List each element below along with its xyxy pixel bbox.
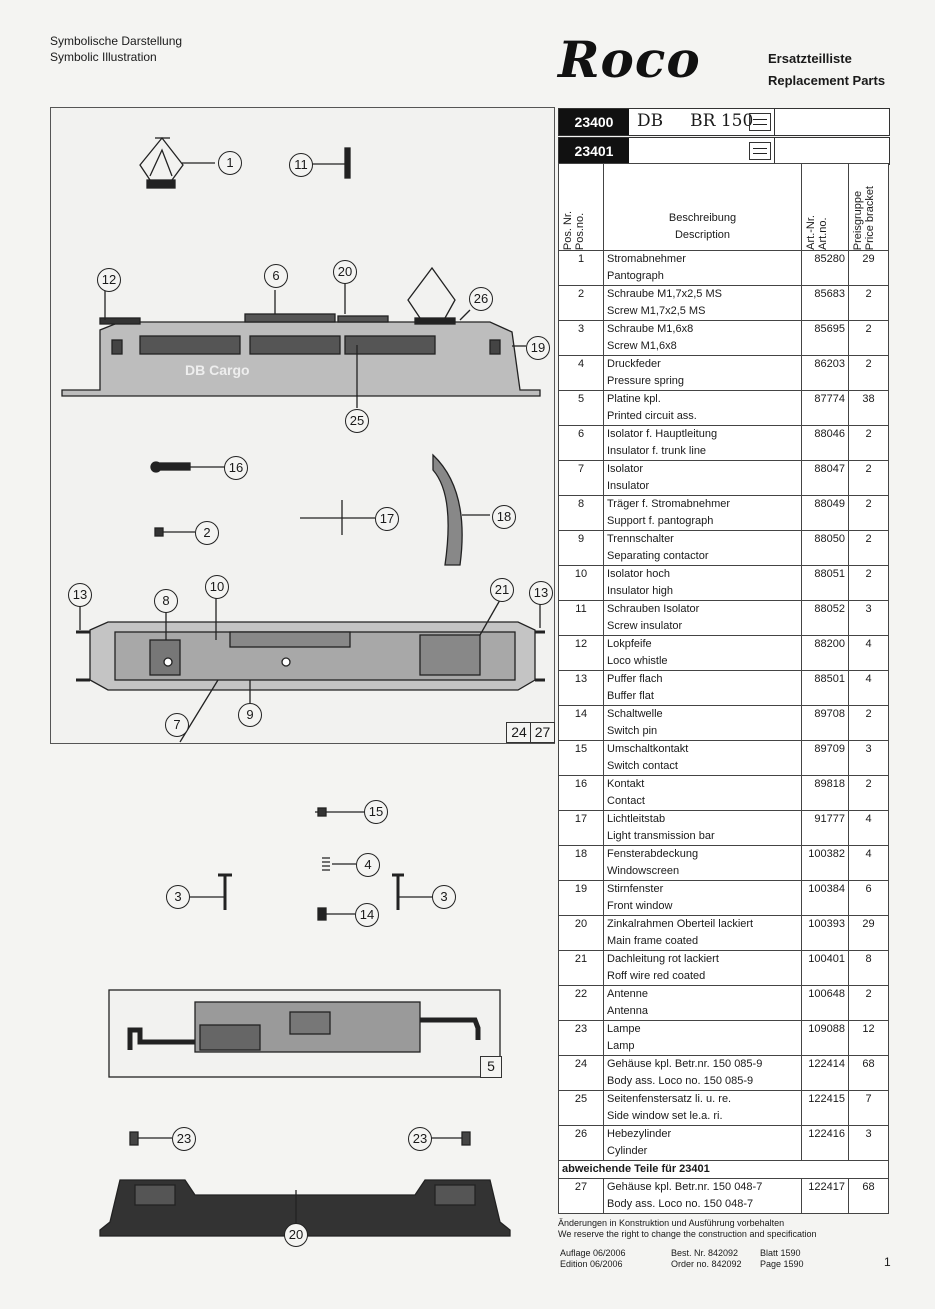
description-de: Stromabnehmer — [607, 253, 686, 265]
cell-price-group: 4 — [849, 846, 889, 881]
cell-art-no: 88047 — [802, 461, 849, 496]
callout-10: 10 — [205, 575, 229, 599]
description-de: Isolator hoch — [607, 568, 670, 580]
description-en: Light transmission bar — [607, 830, 715, 842]
cell-art-no: 100384 — [802, 881, 849, 916]
description-en: Insulator — [607, 480, 650, 492]
cell-pos: 5 — [559, 391, 604, 426]
table-row — [559, 1126, 889, 1161]
cell-art-no: 89818 — [802, 776, 849, 811]
order-number — [671, 1248, 742, 1270]
cell-pos: 6 — [559, 426, 604, 461]
callout-13-right: 13 — [529, 581, 553, 605]
title-de: Ersatzteilliste — [768, 51, 852, 66]
cell-price-group: 2 — [849, 531, 889, 566]
description-en: Screw M1,6x8 — [607, 340, 677, 352]
order-en: Order no. 842092 — [671, 1259, 742, 1269]
cell-pos: 8 — [559, 496, 604, 531]
description-en: Screw insulator — [607, 620, 683, 632]
cell-price-group: 2 — [849, 286, 889, 321]
cell-price-group: 2 — [849, 706, 889, 741]
cell-pos: 13 — [559, 671, 604, 706]
description-de: Schaltwelle — [607, 708, 663, 720]
col-header-pos: Pos. Nr. Pos.no. — [559, 164, 604, 251]
callout-20: 20 — [284, 1223, 308, 1247]
cell-price-group: 68 — [849, 1179, 889, 1214]
sheet-number — [760, 1248, 804, 1270]
edition-de: Auflage 06/2006 — [560, 1248, 626, 1258]
table-header-row — [559, 164, 889, 251]
table-row — [559, 986, 889, 1021]
equals-icon — [749, 113, 771, 131]
callout-7: 7 — [165, 713, 189, 737]
table-row — [559, 356, 889, 391]
cell-price-group: 29 — [849, 916, 889, 951]
cell-price-group: 8 — [849, 951, 889, 986]
callout-2: 2 — [195, 521, 219, 545]
cell-description — [604, 1126, 802, 1161]
description-de: Antenne — [607, 988, 648, 1000]
description-en: Contact — [607, 795, 645, 807]
cell-pos: 26 — [559, 1126, 604, 1161]
callout-3-right: 3 — [432, 885, 456, 909]
description-de: Dachleitung rot lackiert — [607, 953, 719, 965]
table-row — [559, 846, 889, 881]
table-row — [559, 251, 889, 286]
cell-pos: 17 — [559, 811, 604, 846]
callout-15: 15 — [364, 800, 388, 824]
cell-description — [604, 881, 802, 916]
cell-description — [604, 426, 802, 461]
contact-drawing — [151, 462, 225, 472]
cell-description — [604, 776, 802, 811]
cell-description — [604, 741, 802, 776]
description-en: Lamp — [607, 1040, 635, 1052]
switch-contact-drawing — [315, 808, 364, 816]
cell-description — [604, 531, 802, 566]
edition-en: Edition 06/2006 — [560, 1259, 623, 1269]
cell-price-group: 4 — [849, 671, 889, 706]
cell-pos: 18 — [559, 846, 604, 881]
page-number: 1 — [884, 1255, 891, 1269]
callout-23-right: 23 — [408, 1127, 432, 1151]
description-en: Printed circuit ass. — [607, 410, 697, 422]
cell-art-no: 100382 — [802, 846, 849, 881]
cell-description — [604, 811, 802, 846]
callout-22: 21 — [490, 578, 514, 602]
col-header-art: Art.-Nr. Art.no. — [802, 164, 849, 251]
cell-art-no: 100648 — [802, 986, 849, 1021]
cell-art-no: 87774 — [802, 391, 849, 426]
cell-description — [604, 1021, 802, 1056]
description-en: Cylinder — [607, 1145, 648, 1157]
description-de: Seitenfenstersatz li. u. re. — [607, 1093, 732, 1105]
switch-pin-drawing — [318, 908, 355, 920]
cell-art-no: 88050 — [802, 531, 849, 566]
description-de: Isolator f. Hauptleitung — [607, 428, 718, 440]
cell-pos: 9 — [559, 531, 604, 566]
table-row — [559, 1179, 889, 1214]
description-de: Gehäuse kpl. Betr.nr. 150 085-9 — [607, 1058, 763, 1070]
description-de: Trennschalter — [607, 533, 674, 545]
callout-9: 9 — [238, 703, 262, 727]
table-row — [559, 426, 889, 461]
cell-description — [604, 1091, 802, 1126]
divider — [774, 138, 775, 164]
description-de: Hebezylinder — [607, 1128, 672, 1140]
table-row — [559, 951, 889, 986]
caption-de: Symbolische Darstellung — [50, 34, 183, 48]
chassis-drawing — [76, 597, 545, 742]
callout-25: 25 — [345, 409, 369, 433]
equals-icon — [749, 142, 771, 160]
order-de: Best. Nr. 842092 — [671, 1248, 739, 1258]
model-number: 23401 — [559, 138, 629, 164]
cell-price-group: 2 — [849, 426, 889, 461]
screw-drawing — [155, 528, 163, 536]
cell-pos: 23 — [559, 1021, 604, 1056]
cell-description — [604, 496, 802, 531]
cell-art-no: 109088 — [802, 1021, 849, 1056]
cell-price-group: 2 — [849, 321, 889, 356]
cell-description — [604, 286, 802, 321]
section-row — [559, 1161, 889, 1179]
description-de: Umschaltkontakt — [607, 743, 689, 755]
description-en: Front window — [607, 900, 673, 912]
cell-art-no: 122414 — [802, 1056, 849, 1091]
cell-price-group: 2 — [849, 566, 889, 601]
cell-art-no: 88501 — [802, 671, 849, 706]
section-label: abweichende Teile für 23401 — [559, 1161, 889, 1179]
cell-description — [604, 986, 802, 1021]
note-de: Änderungen in Konstruktion und Ausführung vorbehalten — [558, 1218, 785, 1228]
cell-price-group: 7 — [849, 1091, 889, 1126]
cell-price-group: 2 — [849, 496, 889, 531]
callout-4: 4 — [356, 853, 380, 877]
cell-art-no: 89709 — [802, 741, 849, 776]
description-en: Pantograph — [607, 270, 664, 282]
box-label-5: 5 — [480, 1056, 502, 1078]
sheet-de: Blatt 1590 — [760, 1248, 801, 1258]
description-en: Separating contactor — [607, 550, 709, 562]
description-en: Side window set le.a. ri. — [607, 1110, 723, 1122]
cell-art-no: 89708 — [802, 706, 849, 741]
cell-description — [604, 461, 802, 496]
cell-pos: 2 — [559, 286, 604, 321]
model-name: DB BR 150 — [637, 111, 754, 131]
cell-pos: 24 — [559, 1056, 604, 1091]
table-row — [559, 391, 889, 426]
screw-insulator-drawing — [345, 148, 350, 178]
description-en: Antenna — [607, 1005, 648, 1017]
table-row — [559, 601, 889, 636]
description-de: Stirnfenster — [607, 883, 664, 895]
cell-art-no: 100401 — [802, 951, 849, 986]
callout-8: 8 — [154, 589, 178, 613]
cell-description — [604, 566, 802, 601]
cell-price-group: 2 — [849, 776, 889, 811]
table-row — [559, 741, 889, 776]
table-row — [559, 461, 889, 496]
light-bar-drawing — [300, 500, 375, 535]
description-en: Pressure spring — [607, 375, 685, 387]
description-de: Puffer flach — [607, 673, 663, 685]
cell-description — [604, 846, 802, 881]
model-number: 23400 — [559, 109, 629, 135]
description-en: Body ass. Loco no. 150 085-9 — [607, 1075, 754, 1087]
description-de: Lichtleitstab — [607, 813, 666, 825]
model-row-23401 — [558, 137, 890, 165]
cell-art-no: 88049 — [802, 496, 849, 531]
description-de: Schraube M1,7x2,5 MS — [607, 288, 722, 300]
description-de: Lokpfeife — [607, 638, 652, 650]
cell-description — [604, 321, 802, 356]
divider — [774, 109, 775, 135]
table-row — [559, 496, 889, 531]
box-label-24: 24 — [506, 722, 532, 743]
description-de: Kontakt — [607, 778, 645, 790]
cell-pos: 15 — [559, 741, 604, 776]
title-en: Replacement Parts — [768, 73, 886, 88]
cell-description — [604, 601, 802, 636]
cell-price-group: 4 — [849, 636, 889, 671]
callout-14: 14 — [355, 903, 379, 927]
pantograph-drawing — [140, 138, 215, 188]
description-en: Support f. pantograph — [607, 515, 714, 527]
description-en: Insulator high — [607, 585, 674, 597]
callout-6: 6 — [264, 264, 288, 288]
cell-pos: 14 — [559, 706, 604, 741]
description-en: Screw M1,7x2,5 MS — [607, 305, 706, 317]
note-en: We reserve the right to change the construction and specification — [558, 1229, 817, 1239]
description-en: Switch pin — [607, 725, 658, 737]
callout-17: 17 — [375, 507, 399, 531]
cell-pos: 3 — [559, 321, 604, 356]
cell-price-group: 4 — [849, 811, 889, 846]
cell-pos: 25 — [559, 1091, 604, 1126]
model-row-23400 — [558, 108, 890, 136]
table-row — [559, 916, 889, 951]
cell-description — [604, 1179, 802, 1214]
cell-pos: 21 — [559, 951, 604, 986]
cell-art-no: 85683 — [802, 286, 849, 321]
cell-art-no: 85280 — [802, 251, 849, 286]
description-en: Insulator f. trunk line — [607, 445, 707, 457]
table-row — [559, 286, 889, 321]
description-en: Buffer flat — [607, 690, 654, 702]
cell-price-group: 2 — [849, 356, 889, 391]
table-row — [559, 811, 889, 846]
cell-price-group: 29 — [849, 251, 889, 286]
callout-13-left: 13 — [68, 583, 92, 607]
cell-pos: 20 — [559, 916, 604, 951]
description-de: Isolator — [607, 463, 644, 475]
screw-long-drawing — [190, 875, 432, 910]
sheet-en: Page 1590 — [760, 1259, 804, 1269]
cell-art-no: 85695 — [802, 321, 849, 356]
callout-1: 1 — [218, 151, 242, 175]
cell-description — [604, 1056, 802, 1091]
cell-art-no: 86203 — [802, 356, 849, 391]
cell-description — [604, 916, 802, 951]
edition — [560, 1248, 626, 1270]
cell-price-group: 68 — [849, 1056, 889, 1091]
table-row — [559, 321, 889, 356]
description-de: Lampe — [607, 1023, 641, 1035]
callout-3-left: 3 — [166, 885, 190, 909]
callout-18: 18 — [492, 505, 516, 529]
table-row — [559, 566, 889, 601]
col-header-price: Preisgruppe Price bracket — [849, 164, 889, 251]
table-row — [559, 531, 889, 566]
cell-art-no: 122415 — [802, 1091, 849, 1126]
cell-description — [604, 636, 802, 671]
description-en: Roff wire red coated — [607, 970, 706, 982]
cell-price-group: 3 — [849, 601, 889, 636]
table-row — [559, 706, 889, 741]
cell-price-group: 6 — [849, 881, 889, 916]
cell-description — [604, 706, 802, 741]
description-en: Main frame coated — [607, 935, 699, 947]
spring-drawing — [322, 858, 356, 870]
table-row — [559, 1056, 889, 1091]
cell-price-group: 3 — [849, 1126, 889, 1161]
table-row — [559, 636, 889, 671]
callout-23-left: 23 — [172, 1127, 196, 1151]
cell-pos: 12 — [559, 636, 604, 671]
callout-16: 16 — [224, 456, 248, 480]
table-row — [559, 881, 889, 916]
box-label-27: 27 — [530, 722, 555, 743]
description-en: Windowscreen — [607, 865, 680, 877]
cell-price-group: 2 — [849, 461, 889, 496]
callout-11: 11 — [289, 153, 313, 177]
cell-art-no: 91777 — [802, 811, 849, 846]
description-de: Zinkalrahmen Oberteil lackiert — [607, 918, 754, 930]
cell-description — [604, 671, 802, 706]
callout-26: 26 — [469, 287, 493, 311]
description-de: Platine kpl. — [607, 393, 661, 405]
callout-19: 19 — [526, 336, 550, 360]
description-de: Druckfeder — [607, 358, 661, 370]
cell-price-group: 3 — [849, 741, 889, 776]
roco-logo: Roco — [558, 30, 701, 89]
cell-price-group: 38 — [849, 391, 889, 426]
cell-pos: 27 — [559, 1179, 604, 1214]
callout-12: 12 — [97, 268, 121, 292]
loco-livery-text: DB Cargo — [185, 362, 250, 378]
cell-pos: 16 — [559, 776, 604, 811]
description-en: Switch contact — [607, 760, 678, 772]
description-de: Schrauben Isolator — [607, 603, 700, 615]
description-en: Loco whistle — [607, 655, 668, 667]
table-row — [559, 776, 889, 811]
cell-pos: 1 — [559, 251, 604, 286]
caption-en: Symbolic Illustration — [50, 50, 157, 64]
col-header-description: Beschreibung Description — [604, 164, 802, 251]
cell-pos: 22 — [559, 986, 604, 1021]
windowscreen-drawing — [433, 455, 462, 565]
footer-note — [558, 1218, 816, 1240]
cell-pos: 4 — [559, 356, 604, 391]
table-row — [559, 1021, 889, 1056]
cell-art-no: 88046 — [802, 426, 849, 461]
description-de: Gehäuse kpl. Betr.nr. 150 048-7 — [607, 1181, 763, 1193]
table-row — [559, 671, 889, 706]
cell-pos: 7 — [559, 461, 604, 496]
cell-art-no: 88200 — [802, 636, 849, 671]
cell-pos: 10 — [559, 566, 604, 601]
cell-pos: 19 — [559, 881, 604, 916]
cell-art-no: 122417 — [802, 1179, 849, 1214]
description-en: Body ass. Loco no. 150 048-7 — [607, 1198, 754, 1210]
cell-price-group: 2 — [849, 986, 889, 1021]
cell-description — [604, 251, 802, 286]
description-de: Träger f. Stromabnehmer — [607, 498, 731, 510]
cell-pos: 11 — [559, 601, 604, 636]
callout-21: 20 — [333, 260, 357, 284]
cell-description — [604, 391, 802, 426]
table-row — [559, 1091, 889, 1126]
locomotive-side-drawing — [62, 268, 540, 408]
cell-description — [604, 356, 802, 391]
cell-art-no: 100393 — [802, 916, 849, 951]
cell-price-group: 12 — [849, 1021, 889, 1056]
description-de: Schraube M1,6x8 — [607, 323, 694, 335]
cell-description — [604, 951, 802, 986]
cell-art-no: 122416 — [802, 1126, 849, 1161]
cell-art-no: 88052 — [802, 601, 849, 636]
description-de: Fensterabdeckung — [607, 848, 699, 860]
cell-art-no: 88051 — [802, 566, 849, 601]
parts-table — [558, 163, 889, 1214]
